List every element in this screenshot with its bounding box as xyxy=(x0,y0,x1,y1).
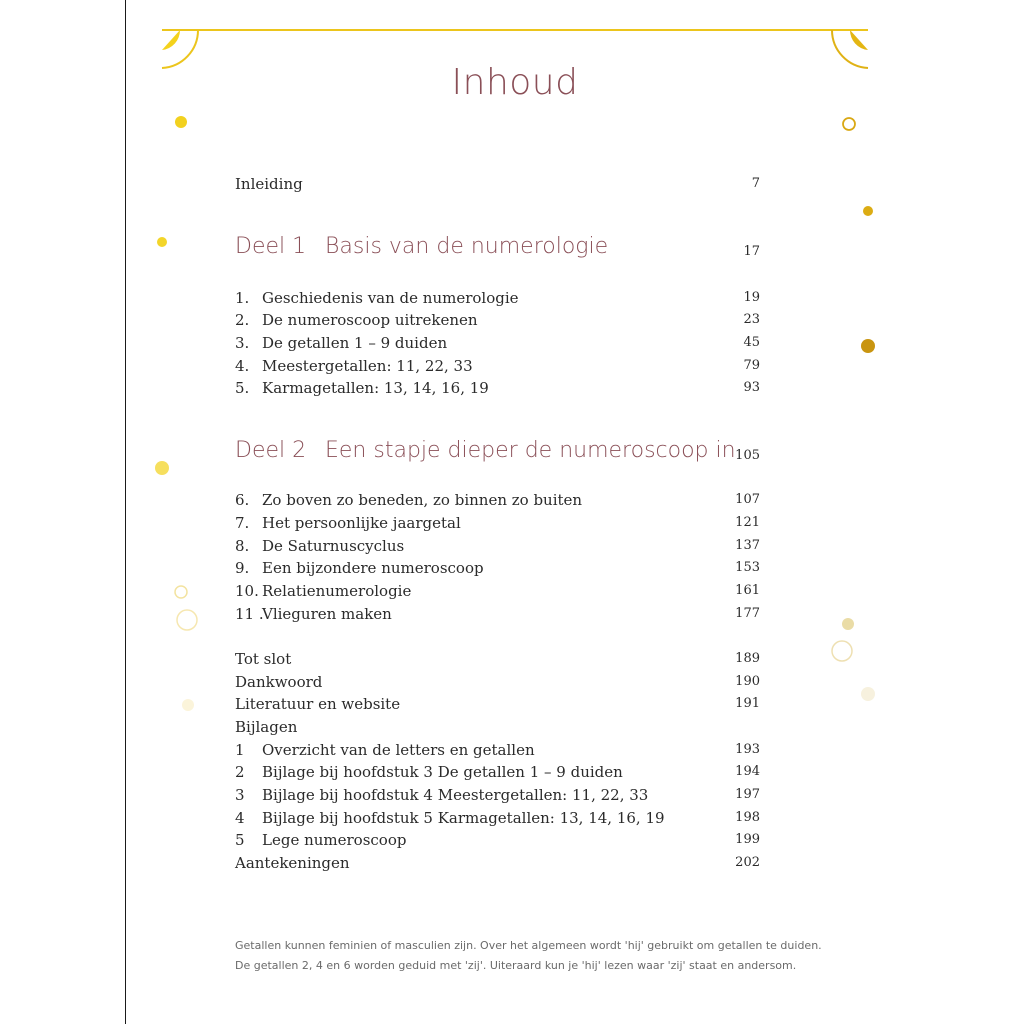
chapter-title: Vlieguren maken xyxy=(262,605,392,623)
page-title: Inhoud xyxy=(451,62,579,103)
toc-entry-page: 7 xyxy=(751,176,760,191)
part-title: Basis van de numerologie xyxy=(325,234,609,259)
chapter-number: 1. xyxy=(235,289,250,307)
chapter-title: Geschiedenis van de numerologie xyxy=(262,289,519,307)
chapter-page: 107 xyxy=(735,492,760,507)
chapter-title: De Saturnuscyclus xyxy=(262,537,405,555)
chapter-title: De getallen 1 – 9 duiden xyxy=(262,334,448,352)
chapter-title: De numeroscoop uitrekenen xyxy=(262,311,478,329)
chapter-number: 10. xyxy=(235,582,259,600)
chapter-page: 45 xyxy=(743,335,760,350)
chapter-number: 9. xyxy=(235,559,250,577)
chapter-number: 3. xyxy=(235,334,250,352)
footnote-line: De getallen 2, 4 en 6 worden geduid met 'zij'. Uiteraard kun je 'hij' lezen waar 'zij' staat en andersom. xyxy=(235,959,797,972)
appendix-title: Bijlage bij hoofdstuk 4 Meestergetallen: 11, 22, 33 xyxy=(262,786,649,804)
appendix-page: 194 xyxy=(735,764,760,779)
toc-entry-page: 190 xyxy=(735,674,760,689)
toc-entry-label: Bijlagen xyxy=(235,718,298,736)
toc-page xyxy=(150,20,880,1000)
chapter-title: Het persoonlijke jaargetal xyxy=(262,514,461,532)
appendix-number: 2 xyxy=(235,763,245,781)
chapter-page: 93 xyxy=(743,380,760,395)
chapter-page: 79 xyxy=(743,358,760,373)
chapter-number: 4. xyxy=(235,357,250,375)
chapter-title: Zo boven zo beneden, zo binnen zo buiten xyxy=(262,491,583,509)
chapter-title: Meestergetallen: 11, 22, 33 xyxy=(262,357,473,375)
part-page: 17 xyxy=(743,244,760,259)
toc-entry-page: 191 xyxy=(735,696,760,711)
chapter-title: Relatienumerologie xyxy=(262,582,412,600)
part-label: Deel 1 xyxy=(235,234,307,259)
part-label: Deel 2 xyxy=(235,438,307,463)
appendix-page: 197 xyxy=(735,787,760,802)
toc-entry-label: Inleiding xyxy=(235,175,303,193)
toc-entry-label: Tot slot xyxy=(235,650,292,668)
chapter-page: 177 xyxy=(735,606,760,621)
appendix-page: 198 xyxy=(735,810,760,825)
chapter-number: 5. xyxy=(235,379,250,397)
appendix-number: 4 xyxy=(235,809,245,827)
toc-entry-label: Literatuur en website xyxy=(235,695,401,713)
chapter-number: 6. xyxy=(235,491,250,509)
footnote-line: Getallen kunnen feminien of masculien zijn. Over het algemeen wordt 'hij' gebruikt om getallen te duiden. xyxy=(235,939,822,952)
chapter-title: Karmagetallen: 13, 14, 16, 19 xyxy=(262,379,489,397)
chapter-page: 161 xyxy=(735,583,760,598)
footnote xyxy=(235,936,835,976)
appendix-page: 199 xyxy=(735,832,760,847)
chapter-page: 153 xyxy=(735,560,760,575)
appendix-title: Bijlage bij hoofdstuk 5 Karmagetallen: 13, 14, 16, 19 xyxy=(262,809,665,827)
toc-entry-page: 189 xyxy=(735,651,760,666)
chapter-number: 8. xyxy=(235,537,250,555)
part-title: Een stapje dieper de numeroscoop in xyxy=(325,438,736,463)
appendix-title: Overzicht van de letters en getallen xyxy=(262,741,535,759)
chapter-number: 7. xyxy=(235,514,250,532)
appendix-number: 5 xyxy=(235,831,245,849)
appendix-page: 193 xyxy=(735,742,760,757)
toc-entry-page: 202 xyxy=(735,855,760,870)
toc-entry-label: Dankwoord xyxy=(235,673,323,691)
appendix-number: 1 xyxy=(235,741,245,759)
appendix-title: Lege numeroscoop xyxy=(262,831,407,849)
chapter-page: 137 xyxy=(735,538,760,553)
chapter-title: Een bijzondere numeroscoop xyxy=(262,559,484,577)
chapter-number: 11 . xyxy=(235,605,264,623)
page-edge-line xyxy=(125,0,126,1024)
appendix-number: 3 xyxy=(235,786,245,804)
chapter-page: 23 xyxy=(743,312,760,327)
chapter-page: 19 xyxy=(743,290,760,305)
chapter-number: 2. xyxy=(235,311,250,329)
toc-entry-label: Aantekeningen xyxy=(235,854,350,872)
chapter-page: 121 xyxy=(735,515,760,530)
part-page: 105 xyxy=(735,448,760,463)
appendix-title: Bijlage bij hoofdstuk 3 De getallen 1 – 9 duiden xyxy=(262,763,623,781)
